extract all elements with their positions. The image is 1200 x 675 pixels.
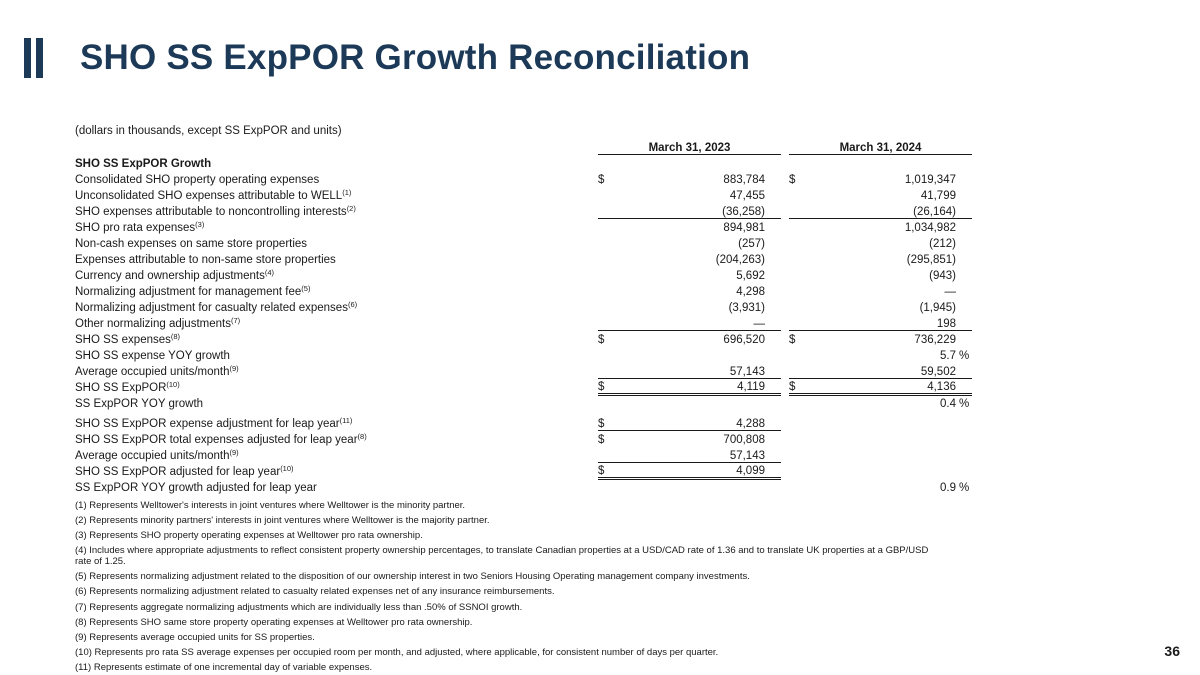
percent-2024: [956, 362, 972, 378]
percent-2023: [765, 250, 781, 266]
row-label-text: Average occupied units/month: [75, 450, 230, 462]
percent-2023: [765, 378, 781, 394]
currency-2024: $: [789, 334, 796, 346]
percent-2023: [765, 414, 781, 430]
value-2023: (36,258): [610, 202, 765, 218]
value-2023: 4,298: [736, 286, 765, 298]
footnote-ref: (10): [166, 380, 180, 389]
value-2023: [610, 346, 765, 362]
table-row: [73, 394, 972, 410]
currency-2023: [598, 282, 610, 298]
currency-2023: [598, 362, 610, 378]
percent-2024: [956, 378, 972, 394]
row-label: [73, 330, 598, 346]
value-2024: 5.7: [940, 350, 956, 362]
column-gap: [781, 282, 789, 298]
currency-2024: [789, 414, 801, 430]
footnote-ref: (7): [230, 316, 241, 325]
percent-2024: [956, 414, 972, 430]
value-2023: 4,288: [610, 414, 765, 430]
row-label: [73, 282, 598, 298]
percent-2024: [956, 186, 972, 202]
column-gap: [781, 362, 789, 378]
currency-2023: [598, 266, 610, 282]
percent-2023: [765, 186, 781, 202]
value-2023: [610, 478, 765, 494]
footnote-ref: (3): [195, 220, 205, 229]
percent-2024: [956, 298, 972, 314]
row-label-text: SS ExpPOR YOY growth adjusted for leap year: [75, 482, 317, 494]
section-header: SHO SS ExpPOR Growth: [75, 158, 212, 170]
row-label: [73, 186, 598, 202]
column-gap: [781, 462, 789, 478]
percent-2024: %: [959, 398, 970, 410]
row-label: [73, 414, 598, 430]
row-label: [73, 314, 598, 330]
currency-2024: [789, 282, 801, 298]
value-2024: 1,034,982: [904, 222, 956, 234]
percent-2023: [765, 298, 781, 314]
currency-2024: [789, 394, 801, 410]
row-label: [73, 234, 598, 250]
table-row: [73, 414, 972, 430]
column-gap: [781, 446, 789, 462]
footnote-item: (4) Includes where appropriate adjustments to reflect consistent property ownership percentages, to translate Canadian properties at a USD/CAD rate of 1.36 and to translate UK properties at a GBP/USD rate of 1.25.: [75, 545, 929, 568]
percent-2023: [765, 314, 781, 330]
row-label-text: Consolidated SHO property operating expenses: [75, 174, 320, 186]
row-label: [73, 266, 598, 282]
percent-2023: [765, 462, 781, 478]
table-row: [73, 218, 972, 234]
percent-2023: [765, 362, 781, 378]
row-label-text: Expenses attributable to non-same store properties: [75, 254, 336, 266]
footnote-ref: (1): [342, 188, 352, 197]
row-label-text: SHO SS ExpPOR expense adjustment for leap year: [75, 418, 340, 430]
currency-2023: $: [598, 414, 610, 430]
column-header-2024: March 31, 2024: [789, 140, 972, 154]
value-2024: [801, 446, 956, 462]
footnote-item: (8) Represents SHO same store property operating expenses at Welltower pro rata ownership.: [75, 616, 473, 628]
footnote-item: (6) Represents normalizing adjustment related to casualty related expenses net of any insurance reimbursements.: [75, 586, 555, 598]
percent-2023: [765, 430, 781, 446]
value-2023: (3,931): [728, 302, 765, 314]
currency-2024: [789, 298, 801, 314]
percent-2023: [765, 330, 781, 346]
currency-2024: [789, 234, 801, 250]
footnote-ref: (2): [346, 204, 356, 213]
currency-2023: [598, 250, 610, 266]
currency-2024: [789, 362, 801, 378]
table-row: [73, 266, 972, 282]
percent-2023: [765, 478, 781, 494]
value-2024: (1,945): [919, 302, 956, 314]
table-row: [73, 282, 972, 298]
footnotes: [75, 500, 945, 675]
footnote-item: (9) Represents average occupied units for SS properties.: [75, 631, 315, 643]
value-2024: [801, 430, 956, 446]
row-label-text: SS ExpPOR YOY growth: [75, 398, 204, 410]
currency-2024: $: [789, 378, 801, 394]
row-label: [73, 462, 598, 478]
row-label-text: SHO pro rata expenses: [75, 222, 196, 234]
value-2023: (204,263): [715, 254, 765, 266]
column-gap: [781, 346, 789, 362]
currency-2023: $: [598, 462, 610, 478]
table-row: [73, 446, 972, 462]
currency-2023: [598, 298, 610, 314]
column-gap: [781, 414, 789, 430]
currency-2023: [598, 186, 610, 202]
value-2023: 700,808: [723, 434, 765, 446]
table-row: [73, 202, 972, 218]
table-row: [73, 298, 972, 314]
row-label: [73, 170, 598, 186]
percent-2024: [956, 462, 972, 478]
value-2023: 696,520: [723, 334, 765, 346]
value-2024: 4,136: [801, 378, 956, 394]
currency-2023: $: [598, 174, 605, 186]
currency-2023: [598, 314, 610, 330]
row-label-text: Currency and ownership adjustments: [75, 270, 265, 282]
percent-2024: [956, 282, 972, 298]
units-note: (dollars in thousands, except SS ExpPOR and units): [75, 125, 342, 137]
row-label-text: SHO SS expenses: [75, 334, 171, 346]
currency-2024: [789, 266, 801, 282]
percent-2024: [956, 266, 972, 282]
table-row: [73, 346, 972, 362]
value-2024: [801, 414, 956, 430]
column-gap: [781, 186, 789, 202]
row-label-text: Normalizing adjustment for casualty related expenses: [75, 302, 348, 314]
footnote-item: (3) Represents SHO property operating expenses at Welltower pro rata ownership.: [75, 530, 423, 542]
currency-2024: [789, 446, 801, 462]
currency-2024: [789, 202, 801, 218]
column-gap: [781, 314, 789, 330]
table-row: [73, 234, 972, 250]
column-gap: [781, 202, 789, 218]
value-2024: (26,164): [801, 202, 956, 218]
currency-2023: [598, 394, 610, 410]
row-label: [73, 250, 598, 266]
percent-2023: [765, 446, 781, 462]
footnote-item: (5) Represents normalizing adjustment related to the disposition of our ownership interest in two Seniors Housing Operating management company investments.: [75, 571, 750, 583]
percent-2024: [956, 170, 972, 186]
value-2024: (943): [929, 270, 956, 282]
percent-2023: [765, 266, 781, 282]
footnote-item: (11) Represents estimate of one incremental day of variable expenses.: [75, 661, 373, 673]
table-row: [73, 462, 972, 478]
table-row: [73, 314, 972, 330]
row-label: [73, 430, 598, 446]
column-gap: [781, 478, 789, 494]
value-2023: 47,455: [729, 190, 765, 202]
currency-2024: [789, 478, 801, 494]
currency-2024: [789, 218, 801, 234]
value-2024: (295,851): [906, 254, 956, 266]
column-gap: [781, 218, 789, 234]
value-2023: —: [610, 314, 765, 330]
row-label-text: SHO SS ExpPOR: [75, 382, 167, 394]
value-2024: 41,799: [920, 190, 956, 202]
column-gap: [781, 330, 789, 346]
row-label-text: SHO SS ExpPOR total expenses adjusted for leap year: [75, 434, 358, 446]
percent-2024: [956, 314, 972, 330]
value-2023: (257): [738, 238, 765, 250]
row-label: [73, 362, 598, 378]
reconciliation-table: [73, 140, 972, 494]
footnote-ref: (8): [170, 332, 181, 341]
currency-2023: [598, 234, 610, 250]
percent-2024: [956, 250, 972, 266]
currency-2024: [789, 346, 801, 362]
value-2024: 59,502: [801, 362, 956, 378]
page-title: SHO SS ExpPOR Growth Reconciliation: [80, 38, 751, 77]
table-row: [73, 170, 972, 186]
row-label-text: Average occupied units/month: [75, 366, 230, 378]
value-2024: [801, 462, 956, 478]
percent-2023: [765, 202, 781, 218]
row-label: [73, 298, 598, 314]
footnote-ref: (10): [280, 464, 294, 473]
value-2023: [610, 394, 765, 410]
footnote-item: (10) Represents pro rata SS average expenses per occupied room per month, and adjusted, where applicable, for consistent number of days per quarter.: [75, 646, 719, 658]
currency-2024: [789, 314, 801, 330]
currency-2024: [789, 250, 801, 266]
currency-2024: [789, 186, 801, 202]
footnote-ref: (4): [264, 268, 275, 277]
table-header-row: [73, 140, 972, 154]
percent-2024: [956, 330, 972, 346]
column-gap: [781, 170, 789, 186]
value-2024: 0.9: [940, 482, 956, 494]
row-label: [73, 478, 598, 494]
currency-2023: $: [598, 434, 605, 446]
row-label-text: SHO expenses attributable to noncontrolling interests: [75, 206, 347, 218]
column-gap: [781, 266, 789, 282]
percent-2024: [956, 234, 972, 250]
column-gap: [781, 394, 789, 410]
value-2024: 198: [801, 314, 956, 330]
column-gap: [781, 430, 789, 446]
value-2024: (212): [929, 238, 956, 250]
footnote-ref: (6): [347, 300, 358, 309]
currency-2023: [598, 202, 610, 218]
row-label-text: Non-cash expenses on same store properties: [75, 238, 308, 250]
table-row: [73, 430, 972, 446]
value-2023: 4,099: [610, 462, 765, 478]
percent-2024: [956, 202, 972, 218]
value-2023: 57,143: [610, 446, 765, 462]
currency-2023: [598, 446, 610, 462]
row-label-text: SHO SS ExpPOR adjusted for leap year: [75, 466, 281, 478]
currency-2023: [598, 346, 610, 362]
row-label: [73, 394, 598, 410]
value-2024: —: [944, 286, 956, 298]
currency-2023: [598, 478, 610, 494]
column-header-2023: March 31, 2023: [598, 140, 781, 154]
currency-2024: [789, 430, 801, 446]
footnote-item: (7) Represents aggregate normalizing adjustments which are individually less than .50% of SSNOI growth.: [75, 601, 523, 613]
footnote-ref: (11): [339, 416, 353, 425]
column-gap: [781, 298, 789, 314]
value-2023: 4,119: [610, 378, 765, 394]
row-label-text: Normalizing adjustment for management fee: [75, 286, 302, 298]
percent-2023: [765, 394, 781, 410]
percent-2024: [956, 218, 972, 234]
currency-2023: $: [598, 378, 610, 394]
row-label-text: Unconsolidated SHO expenses attributable to WELL: [75, 190, 343, 202]
value-2023: 894,981: [723, 222, 765, 234]
logo-mark-icon: [24, 38, 46, 78]
percent-2023: [765, 218, 781, 234]
table-row: [73, 250, 972, 266]
currency-2024: [789, 462, 801, 478]
currency-2023: $: [598, 334, 605, 346]
table-row: [73, 330, 972, 346]
table-row: [73, 378, 972, 394]
value-2024: 1,019,347: [904, 174, 956, 186]
percent-2024: [956, 446, 972, 462]
value-2023: 5,692: [736, 270, 765, 282]
percent-2024: %: [959, 482, 970, 494]
currency-2024: $: [789, 174, 796, 186]
page-number: 36: [1164, 643, 1180, 659]
footnote-ref: (5): [301, 284, 311, 293]
percent-2023: [765, 170, 781, 186]
column-gap: [781, 378, 789, 394]
footnote-item: (2) Represents minority partners' interests in joint ventures where Welltower is the majority partner.: [75, 515, 490, 527]
footnote-ref: (9): [229, 364, 239, 373]
value-2024: 736,229: [914, 334, 956, 346]
row-label: [73, 378, 598, 394]
footnote-item: (1) Represents Welltower's interests in joint ventures where Welltower is the minority partner.: [75, 500, 466, 511]
footnote-ref: (9): [229, 448, 239, 457]
column-gap: [781, 234, 789, 250]
row-label: [73, 218, 598, 234]
value-2023: 57,143: [610, 362, 765, 378]
value-2023: 883,784: [723, 174, 765, 186]
row-label: [73, 202, 598, 218]
value-2024: 0.4: [940, 398, 956, 410]
section-header-row: [73, 154, 972, 170]
row-label: [73, 346, 598, 362]
row-label: [73, 446, 598, 462]
currency-2023: [598, 218, 610, 234]
percent-2023: [765, 282, 781, 298]
percent-2024: [956, 430, 972, 446]
table-row: [73, 362, 972, 378]
table-row: [73, 186, 972, 202]
footnote-ref: (8): [357, 432, 367, 441]
row-label-text: SHO SS expense YOY growth: [75, 350, 230, 362]
column-gap: [781, 250, 789, 266]
percent-2024: %: [959, 350, 970, 362]
percent-2023: [765, 234, 781, 250]
row-label-text: Other normalizing adjustments: [75, 318, 231, 330]
table-row: [73, 478, 972, 494]
percent-2023: [765, 346, 781, 362]
